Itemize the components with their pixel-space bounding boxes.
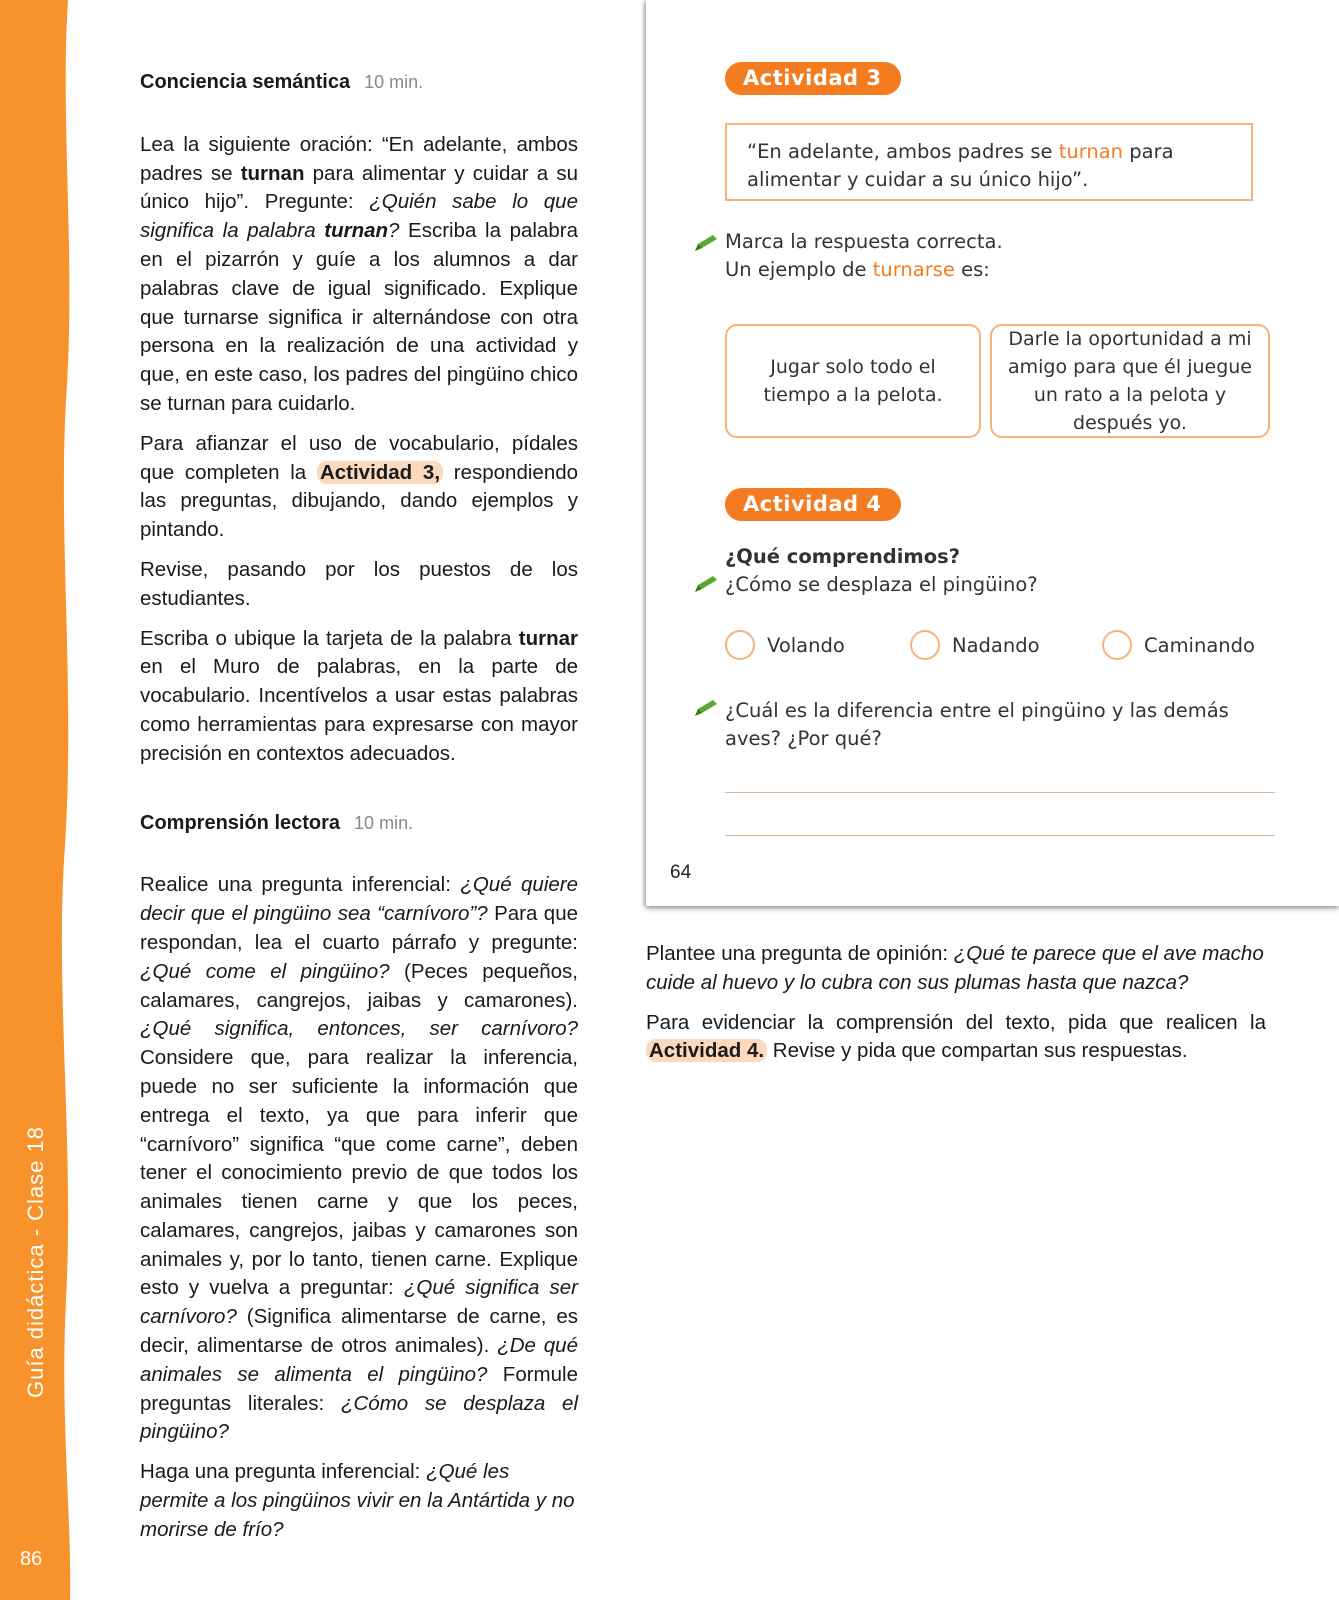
pencil-icon [693, 698, 719, 718]
paragraph-inferencial: Realice una pregunta inferencial: ¿Qué quiere decir que el pingüino sea “carnívoro”? Para que respondan, lea el cuarto párrafo y pregunte: ¿Qué come el pingüino? (Peces pequeños, calamares, cangrejos, jaibas y camarones). ¿Qué significa, entonces, ser carnívoro? Considere que, para realizar la inferencia, puede no ser suficiente la información que entrega el texto, ya que para inferir que “carnívoro” significa “que come carne”, deben tener el conocimiento previo de que todos los animales tienen carne y que los peces, calamares, cangrejos, jaibas y camarones son animales y, por lo tanto, tienen carne. Explique esto y vuelva a preguntar: ¿Qué significa ser carnívoro? (Significa alimentarse de carne, es decir, alimentarse de otros animales). ¿De qué animales se alimenta el pingüino? Formule preguntas literales: ¿Cómo se desplaza el pingüino? [140, 873, 579, 1444]
choice-nadando[interactable]: Nadando [910, 630, 1040, 660]
quote-box: “En adelante, ambos padres se turnan para alimentar y cuidar a su único hijo”. [725, 123, 1253, 201]
section-title: Conciencia semántica [140, 71, 351, 93]
answer-line[interactable] [725, 835, 1275, 836]
radio-circle-icon[interactable] [910, 630, 940, 660]
page-number-left: 86 [20, 1548, 43, 1570]
paragraph-actividad4: Para evidenciar la comprensión del texto, pida que realicen la Actividad 4. Revise y pida que compartan sus respuestas. [646, 1010, 1266, 1063]
section-time: 10 min. [354, 812, 414, 833]
left-column [140, 68, 578, 1556]
right-column [646, 940, 1266, 1077]
choice-caminando[interactable]: Caminando [1102, 630, 1255, 660]
option-b[interactable]: Darle la oportunidad a mi amigo para que él juegue un rato a la pelota y después yo. [990, 324, 1270, 438]
paragraph-actividad3: Para afianzar el uso de vocabulario, pídales que completen la Actividad 3, respondiendo las preguntas, dibujando, dando ejemplos y pintando. [140, 431, 579, 542]
section-title: Comprensión lectora [140, 811, 341, 834]
highlight-actividad3: Actividad 3, [317, 461, 443, 484]
activity4-badge: Actividad 4 [725, 488, 901, 521]
paragraph-oracion: Lea la siguiente oración: “En adelante, ambos padres se turnan para alimentar y cuidar a su único hijo”. Pregunte: ¿Quién sabe lo que significa la palabra turnan? Escriba la palabra en el pizarrón y guíe a los alumnos a dar palabras clave de igual significado. Explique que turnarse significa ir alternándose con otra persona en la realización de una actividad y que, en este caso, los padres del pingüino chico se turnan para cuidarlo. [140, 132, 578, 415]
pencil-icon [693, 574, 719, 594]
book-page-number: 64 [670, 862, 692, 883]
side-label: Guía didáctica - Clase 18 [23, 1125, 48, 1399]
choice-volando[interactable]: Volando [725, 630, 845, 660]
paragraph-opinion: Plantee una pregunta de opinión: ¿Qué te parece que el ave macho cuide al huevo y lo cubra con sus plumas hasta que nazca? [646, 942, 1264, 994]
section-heading-semantica [140, 68, 578, 97]
pencil-icon [693, 233, 719, 253]
answer-line[interactable] [725, 792, 1275, 793]
question-diferencia: ¿Cuál es la diferencia entre el pingüino y las demás aves? ¿Por qué? [725, 699, 1229, 750]
highlight-actividad4: Actividad 4. [646, 1039, 767, 1062]
activity3-badge: Actividad 3 [725, 62, 901, 95]
section-time: 10 min. [364, 72, 424, 92]
instruction-example: Un ejemplo de turnarse es: [725, 258, 990, 281]
question-desplaza: ¿Cómo se desplaza el pingüino? [725, 573, 1038, 596]
paragraph-muro: Escriba o ubique la tarjeta de la palabra turnar en el Muro de palabras, en la parte de vocabulario. Incentívelos a usar estas palabras como herramientas para expresarse con mayor precisión en contextos adecuados. [140, 626, 578, 765]
paragraph-revise: Revise, pasando por los puestos de los estudiantes. [140, 557, 578, 610]
section-heading-comprension [140, 809, 578, 838]
radio-circle-icon[interactable] [1102, 630, 1132, 660]
question-title: ¿Qué comprendimos? [725, 545, 961, 568]
student-book-page [646, 0, 1339, 906]
paragraph-antartida: Haga una pregunta inferencial: ¿Qué les permite a los pingüinos vivir en la Antártida y no morirse de frío? [140, 1460, 575, 1541]
instruction-mark: Marca la respuesta correcta. [725, 230, 1003, 253]
radio-circle-icon[interactable] [725, 630, 755, 660]
option-a[interactable]: Jugar solo todo el tiempo a la pelota. [725, 324, 981, 438]
